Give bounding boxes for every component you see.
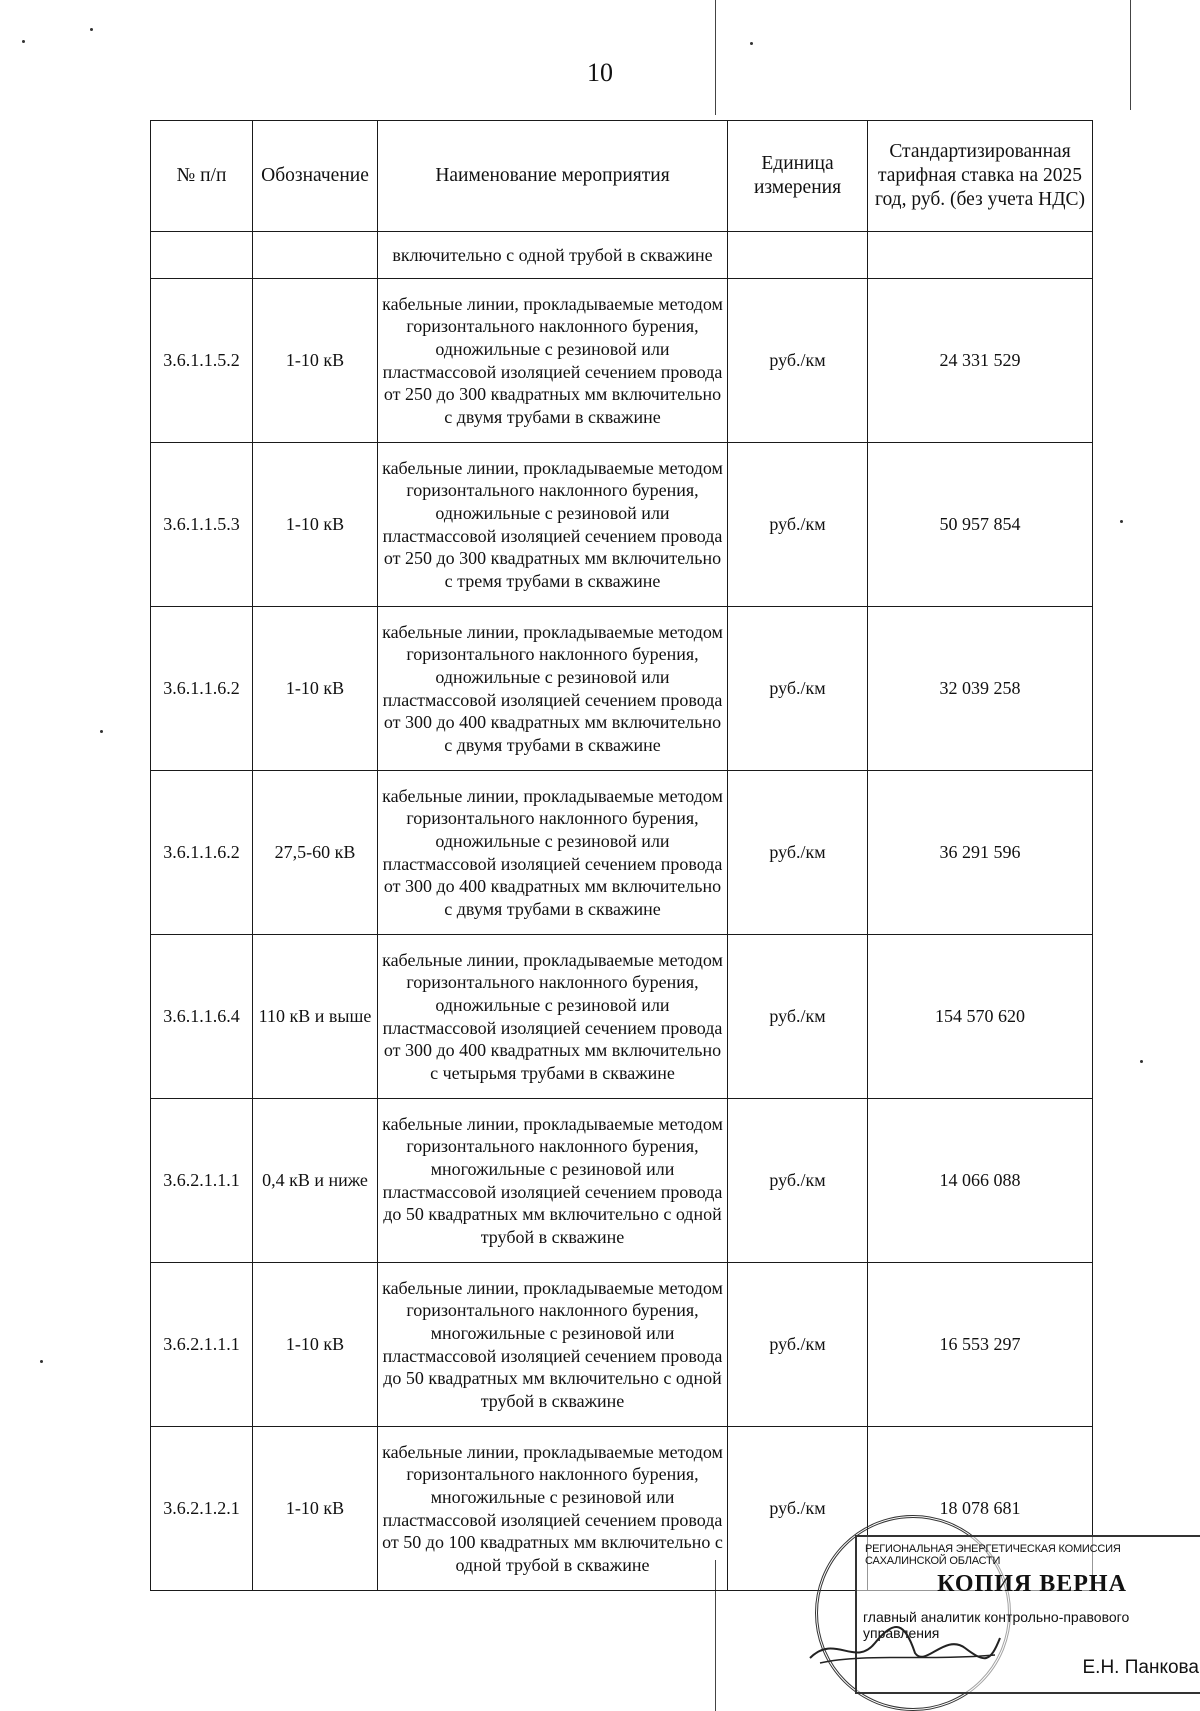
- tariff-table: [150, 120, 1093, 1591]
- cell-rate: 14 066 088: [868, 1099, 1093, 1263]
- handwritten-signature: [805, 1613, 1005, 1673]
- header-num: № п/п: [151, 121, 253, 232]
- cell-unit: руб./км: [728, 1263, 868, 1427]
- cell-name: кабельные линии, прокладываемые методом горизонтального наклонного бурения, многожильные с резиновой или пластмассовой изоляцией сечением провода до 50 квадратных мм включительно с одной трубой в скважине: [378, 1099, 728, 1263]
- table-header-row: [151, 121, 1093, 232]
- cell-name: кабельные линии, прокладываемые методом горизонтального наклонного бурения, одножильные с резиновой или пластмассовой изоляцией сечением провода от 300 до 400 квадратных мм включительно с двумя трубами в скважине: [378, 771, 728, 935]
- scan-speck: [750, 42, 753, 45]
- cell-rate: 18 078 681: [868, 1427, 1093, 1591]
- cell-num: 3.6.1.1.6.2: [151, 771, 253, 935]
- cell-rate: 16 553 297: [868, 1263, 1093, 1427]
- cell-designation: 0,4 кВ и ниже: [253, 1099, 378, 1263]
- cell-unit: руб./км: [728, 1427, 868, 1591]
- scan-speck: [22, 40, 25, 43]
- cell-unit: руб./км: [728, 771, 868, 935]
- stamp-certified: КОПИЯ ВЕРНА: [937, 1571, 1127, 1597]
- cell-name: кабельные линии, прокладываемые методом горизонтального наклонного бурения, одножильные с резиновой или пластмассовой изоляцией сечением провода от 250 до 300 квадратных мм включительно с двумя трубами в скважине: [378, 279, 728, 443]
- table-row: [151, 607, 1093, 771]
- table-row: [151, 771, 1093, 935]
- cell-name: кабельные линии, прокладываемые методом горизонтального наклонного бурения, одножильные с резиновой или пластмассовой изоляцией сечением провода от 300 до 400 квадратных мм включительно с четырьмя трубами в скважине: [378, 935, 728, 1099]
- cell-designation: [253, 232, 378, 279]
- cell-num: 3.6.1.1.6.4: [151, 935, 253, 1099]
- scan-artifact-line: [715, 0, 716, 115]
- cell-name: кабельные линии, прокладываемые методом горизонтального наклонного бурения, одножильные с резиновой или пластмассовой изоляцией сечением провода от 300 до 400 квадратных мм включительно с двумя трубами в скважине: [378, 607, 728, 771]
- cell-unit: [728, 232, 868, 279]
- cell-designation: 1-10 кВ: [253, 279, 378, 443]
- header-name: Наименование мероприятия: [378, 121, 728, 232]
- stamp-position: главный аналитик контрольно-правового управления: [863, 1609, 1130, 1641]
- cell-rate: 36 291 596: [868, 771, 1093, 935]
- cell-rate: 154 570 620: [868, 935, 1093, 1099]
- cell-rate: [868, 232, 1093, 279]
- header-designation: Обозначение: [253, 121, 378, 232]
- cell-rate: 50 957 854: [868, 443, 1093, 607]
- scan-speck: [90, 28, 93, 31]
- cell-unit: руб./км: [728, 443, 868, 607]
- cell-name: кабельные линии, прокладываемые методом горизонтального наклонного бурения, многожильные с резиновой или пластмассовой изоляцией сечением провода от 50 до 100 квадратных мм включительно с одной трубой в скважине: [378, 1427, 728, 1591]
- scan-speck: [1120, 520, 1123, 523]
- cell-name: кабельные линии, прокладываемые методом горизонтального наклонного бурения, одножильные с резиновой или пластмассовой изоляцией сечением провода от 250 до 300 квадратных мм включительно с тремя трубами в скважине: [378, 443, 728, 607]
- header-rate: Стандартизированная тарифная ставка на 2025 год, руб. (без учета НДС): [868, 121, 1093, 232]
- cell-num: 3.6.2.1.2.1: [151, 1427, 253, 1591]
- cell-num: 3.6.1.1.5.3: [151, 443, 253, 607]
- cell-rate: 24 331 529: [868, 279, 1093, 443]
- header-unit: Единица измерения: [728, 121, 868, 232]
- cell-num: 3.6.1.1.5.2: [151, 279, 253, 443]
- table-row: [151, 443, 1093, 607]
- scan-speck: [40, 1360, 43, 1363]
- page-number: 10: [587, 58, 613, 87]
- scan-speck: [1140, 1060, 1143, 1063]
- cell-num: 3.6.2.1.1.1: [151, 1263, 253, 1427]
- table-row: [151, 1263, 1093, 1427]
- cell-num: 3.6.2.1.1.1: [151, 1099, 253, 1263]
- stamp-org: РЕГИОНАЛЬНАЯ ЭНЕРГЕТИЧЕСКАЯ КОМИССИЯ САХАЛИНСКОЙ ОБЛАСТИ: [865, 1543, 1121, 1567]
- cell-designation: 1-10 кВ: [253, 1427, 378, 1591]
- cell-designation: 27,5-60 кВ: [253, 771, 378, 935]
- cell-designation: 110 кВ и выше: [253, 935, 378, 1099]
- scan-artifact-line: [1130, 0, 1131, 110]
- table-row-continuation: [151, 232, 1093, 279]
- table-row: [151, 279, 1093, 443]
- cell-unit: руб./км: [728, 935, 868, 1099]
- table-row: [151, 1099, 1093, 1263]
- cell-rate: 32 039 258: [868, 607, 1093, 771]
- stamp-signer: Е.Н. Панкова: [1082, 1657, 1199, 1678]
- table-row: [151, 935, 1093, 1099]
- scan-speck: [100, 730, 103, 733]
- certification-stamp: [795, 1515, 1199, 1705]
- cell-unit: руб./км: [728, 607, 868, 771]
- cell-designation: 1-10 кВ: [253, 443, 378, 607]
- cell-designation: 1-10 кВ: [253, 1263, 378, 1427]
- cell-num: 3.6.1.1.6.2: [151, 607, 253, 771]
- cell-name: кабельные линии, прокладываемые методом горизонтального наклонного бурения, многожильные с резиновой или пластмассовой изоляцией сечением провода до 50 квадратных мм включительно с одной трубой в скважине: [378, 1263, 728, 1427]
- cell-unit: руб./км: [728, 279, 868, 443]
- cell-designation: 1-10 кВ: [253, 607, 378, 771]
- cell-num: [151, 232, 253, 279]
- cell-name: включительно с одной трубой в скважине: [378, 232, 728, 279]
- cell-unit: руб./км: [728, 1099, 868, 1263]
